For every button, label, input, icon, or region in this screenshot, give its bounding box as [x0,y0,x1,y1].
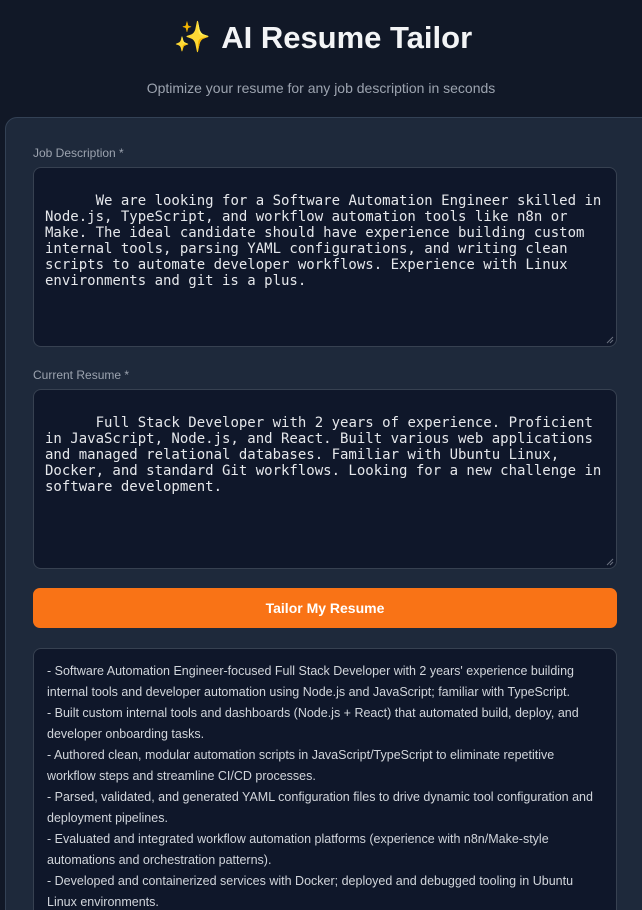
tailor-resume-button[interactable]: Tailor My Resume [33,588,617,628]
output-line: - Parsed, validated, and generated YAML configuration files to drive dynamic tool configuration and deployment pipelines. [47,790,593,825]
header [0,0,642,96]
output-line: - Developed and containerized services with Docker; deployed and debugged tooling in Ubuntu Linux environments. [47,874,574,909]
resize-handle-icon[interactable] [606,558,614,566]
output-line: - Built custom internal tools and dashboards (Node.js + React) that automated build, deploy, and developer onboarding tasks. [47,706,579,741]
job-description-input[interactable] [33,167,617,347]
current-resume-label: Current Resume * [33,368,130,382]
page-subtitle: Optimize your resume for any job description in seconds [146,80,496,96]
output-line: - Software Automation Engineer-focused Full Stack Developer with 2 years' experience building internal tools and developer automation using Node.js and JavaScript; familiar with TypeScript. [47,664,574,699]
output-line: - Authored clean, modular automation scripts in JavaScript/TypeScript to eliminate repetitive workflow steps and streamline CI/CD processes. [47,748,555,783]
current-resume-input[interactable] [33,389,617,569]
page-title [4,18,642,58]
tailored-resume-output [33,648,617,910]
job-description-label: Job Description * [33,146,124,160]
resize-handle-icon[interactable] [606,336,614,344]
current-resume-text: Full Stack Developer with 2 years of experience. Proficient in JavaScript, Node.js, and React. Built various web applications and managed relational databases. Familiar with Ubuntu Linux, Docker, and standard Git workflows. Looking for a new challenge in software development. [45,415,610,495]
job-description-text: We are looking for a Software Automation Engineer skilled in Node.js, TypeScript, and workflow automation tools like n8n or Make. The ideal candidate should have experience building custom internal tools, parsing YAML configurations, and writing clean scripts to automate developer workflows. Experience with Linux environments and git is a plus. [45,193,610,289]
page-title-text: AI Resume Tailor [221,20,473,55]
sparkles-icon: ✨ [173,21,212,54]
form-card [5,117,642,910]
output-line: - Evaluated and integrated workflow automation platforms (experience with n8n/Make-style automations and orchestration patterns). [47,832,549,867]
